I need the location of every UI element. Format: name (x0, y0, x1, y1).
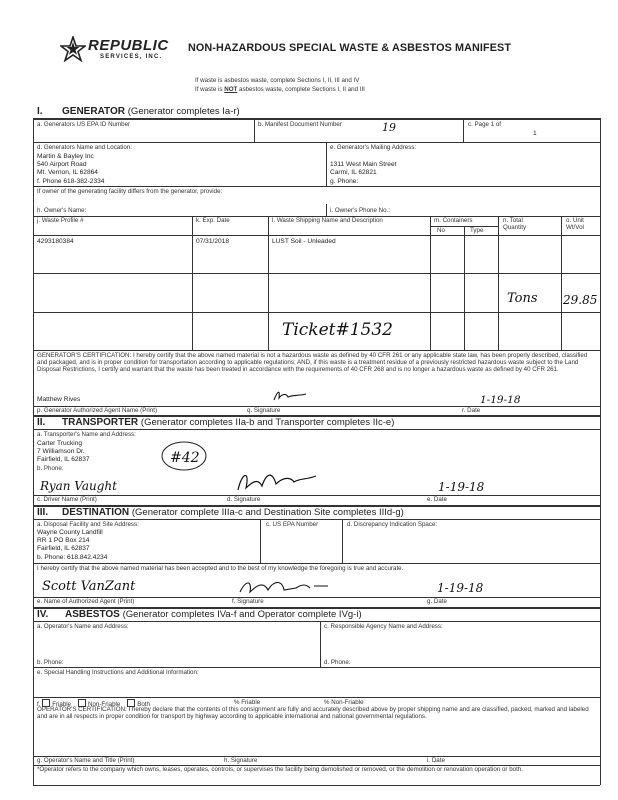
f-label: f. (37, 701, 41, 708)
rule (33, 519, 600, 520)
agent-name-label: p. Generator Authorized Agent Name (Print) (37, 407, 158, 414)
col-exp-date: k. Exp. Date (196, 217, 230, 224)
generator-signature (270, 388, 310, 404)
rule (33, 490, 34, 608)
operator-title-label: g. Operator's Name and Title (Print) (37, 757, 135, 764)
logo-sub: SERVICES, INC. (100, 54, 163, 60)
destination-phone: b. Phone: 618.842.4234 (37, 554, 108, 561)
rule (326, 142, 327, 186)
rule (320, 621, 321, 667)
operator-name-label: a. Operator's Name and Address: (37, 623, 129, 630)
waste-profile-value: 4293180384 (37, 238, 74, 245)
page-of-label: c. Page 1 of (468, 121, 502, 128)
transporter-date-label: e. Date (427, 496, 447, 503)
instructions-line-1: If waste is asbestos waste, complete Sections I, II, III and IV (195, 77, 360, 84)
total-quantity-value: Tons (507, 291, 538, 306)
transporter-signature-label: d. Signature (227, 496, 261, 503)
rule (33, 495, 600, 496)
owner-name-label: h. Owner's Name: (37, 207, 87, 214)
section-subtitle: (Generator completes IVa-f and Operator complete IVg-i) (122, 609, 362, 620)
disposal-facility-label: a. Disposal Facility and Site Address: (37, 521, 139, 528)
rule (33, 697, 600, 698)
driver-name-label: c. Driver Name (Print) (37, 496, 97, 503)
generator-line-1: Martin & Bayley Inc (37, 153, 94, 160)
rule (33, 621, 600, 622)
page-title: NON-HAZARDOUS SPECIAL WASTE & ASBESTOS MANIFEST (188, 42, 512, 54)
transporter-sig-date: 1-19-18 (438, 480, 485, 494)
transporter-name-label: a. Transporter's Name and Address: (37, 431, 136, 438)
destination-date-label: g. Date (427, 598, 447, 605)
both-label: Both (137, 701, 150, 708)
transporter-signature (232, 466, 322, 496)
col-total-quantity: n. Total Quantity (503, 217, 527, 232)
generator-signature-label: q. Signature (247, 407, 281, 414)
pct-non-friable-label: % Non-Friable (324, 699, 364, 706)
driver-signature: Ryan Vaught (40, 479, 117, 493)
section-title: ASBESTOS (64, 609, 120, 620)
rule (600, 490, 601, 608)
rule (33, 118, 600, 120)
owner-phone-label: i. Owner's Phone No.: (330, 207, 390, 214)
manifest-doc-label: b. Manifest Document Number (258, 121, 342, 128)
instructions-line-2 (195, 86, 365, 93)
rule (498, 216, 499, 351)
rule (33, 273, 600, 274)
destination-line-3: Fairfield, IL 62837 (37, 545, 90, 552)
rule (254, 118, 255, 142)
rule (33, 142, 600, 143)
rule (430, 216, 431, 351)
col-containers-type: Type (470, 227, 484, 234)
instr2-c: asbestos waste, complete Sections I, II and III (237, 86, 365, 93)
discrepancy-label: d. Discrepancy Indication Space: (347, 521, 438, 528)
destination-signature-label: f. Signature (232, 598, 264, 605)
agency-name-label: c. Responsible Agency Name and Address: (324, 623, 443, 630)
section-title: DESTINATION (62, 507, 130, 518)
destination-epa-label: c. US EPA Number (266, 521, 319, 528)
section-destination-title (37, 507, 404, 518)
section-title: GENERATOR (62, 106, 125, 117)
non-friable-label: Non-Friable (88, 701, 121, 708)
destination-line-2: RR 1 PO Box 214 (37, 537, 90, 544)
logo-brand: REPUBLIC (88, 37, 169, 54)
operator-footnote: *Operator refers to the company which owns, leases, operates, controls, or supervises the facility being demolished or removed, or the demolition or renovation operation or both. (37, 766, 523, 773)
generator-line-2: 540 Airport Road (37, 161, 87, 168)
rule (342, 519, 343, 563)
exp-date-value: 07/31/2018 (196, 238, 230, 245)
transporter-line-3: Fairfield, IL 62837 (37, 456, 90, 463)
generator-name-label: d. Generators Name and Location: (37, 144, 132, 151)
manifest-doc-value: 19 (382, 121, 396, 134)
section-transporter-title (37, 417, 394, 428)
transporter-phone-label: b. Phone: (37, 465, 64, 472)
destination-agent-label: e. Name of Authorized Agent (Print) (37, 598, 135, 605)
section-title: TRANSPORTER (62, 417, 139, 428)
col-unit: o. Unit Wt/Vol (566, 217, 584, 232)
agency-phone-label: d. Phone: (324, 659, 351, 666)
section-generator-title (37, 106, 240, 117)
rule (33, 785, 600, 786)
destination-signature (236, 576, 336, 598)
operator-certification: OPERATOR'S CERTIFICATION: I hereby declare that the contents of this consignment are fully and accurately described above by proper shipping name and are classified, packed, marked and labeled and are in all respects in proper condition for transport by highway according to applicable international and national governmental regulations. (37, 706, 589, 721)
rule (464, 226, 465, 351)
rule (326, 204, 327, 216)
rule (192, 216, 193, 351)
rule (33, 235, 600, 236)
mailing-line-2: Carmi, IL 62821 (330, 169, 377, 176)
operator-phone-label: b. Phone: (37, 659, 64, 666)
rule (33, 186, 600, 187)
mailing-address-label: e. Generator's Mailing Address: (330, 144, 417, 151)
instr2-not: NOT (224, 86, 238, 93)
unit-value: 29.85 (563, 293, 598, 307)
section-asbestos-title (37, 609, 362, 620)
generator-phone: f. Phone 618-382-2334 (37, 178, 105, 185)
friable-label: Friable (52, 701, 72, 708)
section-subtitle: (Generator complete IIIa-c and Destination Site completes IIId-g) (131, 507, 404, 518)
generator-certification: GENERATOR'S CERTIFICATION: I hereby certify that the above named material is not a hazardous waste as defined by 40 CFR 261 or any applicable state law, has been properly described, classified and packaged, and is in proper condition for transportation according to applicable regulations; AND, if this waste is a treatment residue of a previously restricted hazardous waste subject to the Land Disposal Restrictions, I certify and warrant that the waste has been treated in accordance with the requirements of 40 CFR 268 and is no longer a hazardous waste as defined by 40 CFR 261. (37, 352, 588, 374)
section-subtitle: (Generator completes Ia-r) (127, 106, 240, 117)
rule (33, 563, 600, 564)
owner-note: If owner of the generating facility differs from the generator, provide: (37, 188, 223, 195)
rule (33, 667, 600, 668)
destination-sig-date: 1-19-18 (437, 581, 484, 595)
instr2-a: If waste is (195, 86, 225, 93)
page-of-value: 1 (533, 130, 537, 137)
rule (33, 350, 600, 351)
generator-agent-name: Matthew Rives (37, 396, 81, 403)
section-subtitle: (Generator completes IIa-b and Transporter completes IIc-e) (140, 417, 395, 428)
shipping-name-value: LUST Soil - Unleaded (272, 238, 336, 245)
mailing-line-1: 1311 West Main Street (330, 161, 397, 168)
destination-certification: I hereby certify that the above named material has been accepted and to the best of my knowledge the foregoing is true and accurate. (37, 565, 404, 572)
operator-date-label: i. Date (427, 757, 445, 764)
rule (268, 216, 269, 351)
rule (600, 607, 601, 785)
rule (600, 118, 601, 490)
generator-date-label: r. Date (462, 407, 481, 414)
rule (33, 429, 600, 430)
special-handling-label: e. Special Handling Instructions and Additional Information: (37, 669, 199, 676)
section-num: III. (37, 507, 49, 518)
col-containers-no: No (437, 227, 445, 234)
truck-number: #42 (170, 450, 200, 466)
transporter-line-1: Carter Trucking (37, 440, 83, 447)
rule (33, 118, 34, 490)
mailing-phone-label: g. Phone: (330, 178, 359, 185)
rule (33, 607, 34, 785)
destination-line-1: Wayne County Landfill (37, 529, 103, 536)
truck-number-circle (160, 440, 208, 472)
pct-friable-label: % Friable (234, 699, 261, 706)
operator-signature-label: h. Signature (224, 757, 258, 764)
ticket-number: Ticket#1532 (282, 320, 393, 340)
transporter-line-2: 7 Williamson Dr. (37, 448, 85, 455)
rule (463, 118, 464, 142)
col-waste-profile: j. Waste Profile # (37, 217, 84, 224)
rule (33, 312, 600, 313)
generator-line-3: Mt. Vernon, IL 62864 (37, 169, 98, 176)
section-num: I. (37, 106, 43, 117)
col-shipping-name: l. Waste Shipping Name and Description (272, 217, 383, 224)
star-logo-icon (60, 36, 86, 62)
col-containers: m. Containers (434, 217, 473, 224)
republic-logo (60, 36, 172, 66)
rule (561, 216, 562, 351)
destination-agent-signature: Scott VanZant (42, 579, 136, 594)
section-num: IV. (37, 609, 49, 620)
generator-sig-date: 1-19-18 (480, 394, 521, 406)
section-num: II. (37, 417, 46, 428)
epa-id-label: a. Generators US EPA ID Number (37, 121, 131, 128)
rule (260, 519, 261, 563)
